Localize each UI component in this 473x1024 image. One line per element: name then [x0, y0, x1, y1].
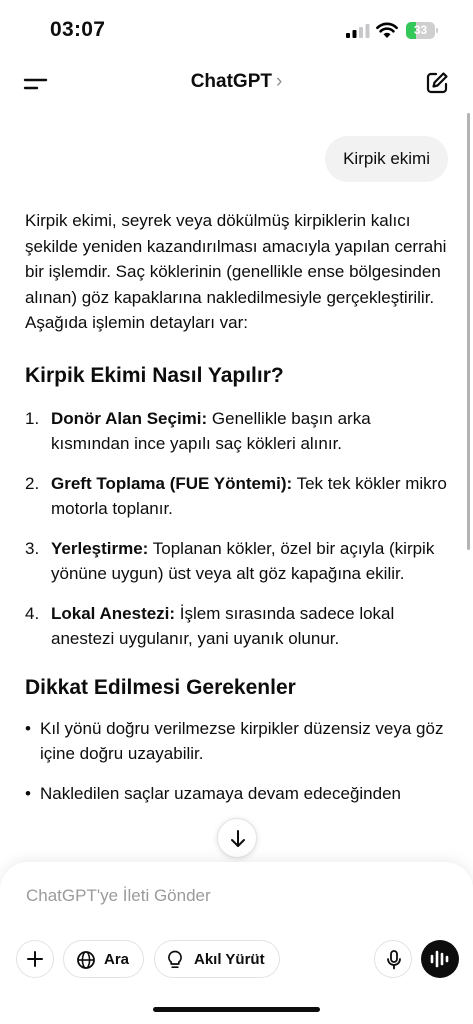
reply-intro: Kirpik ekimi, seyrek veya dökülmüş kirpiklerin kalıcı şekilde yeniden kazandırılması amacıyla yapılan cerrahi bir işlemdir. Saç köklerinin (genellikle ense bölgesinden alınan) göz kapaklarına nakledilmesiyle gerçekleştirilir. Aşağıda işlemin detayları var: [25, 211, 447, 332]
list-item: 4. Lokal Anestezi: İşlem sırasında sadece lokal anestezi uygulanır, yani uyanık olunur. [25, 603, 395, 648]
voice-wave-icon [429, 949, 451, 969]
battery-icon [406, 22, 438, 39]
signal-icon [346, 24, 370, 38]
status-time: 03:07 [50, 18, 106, 41]
list-item: • Kıl yönü doğru verilmezse kirpikler düzensiz veya göz içine doğru uzayabilir. [25, 718, 444, 763]
dictate-button[interactable] [374, 940, 412, 978]
notes-list [25, 716, 450, 807]
list-item: 2. Greft Toplama (FUE Yöntemi): Tek tek kökler mikro motorla toplanır. [25, 473, 447, 518]
assistant-message [25, 208, 450, 820]
app-header [0, 62, 473, 106]
steps-list [25, 406, 450, 652]
scrollbar[interactable] [467, 113, 470, 550]
home-indicator [153, 1007, 320, 1012]
reply-heading: Kirpik Ekimi Nasıl Yapılır? [25, 363, 284, 387]
reply-heading: Dikkat Edilmesi Gerekenler [25, 675, 296, 699]
new-chat-icon[interactable] [424, 70, 450, 96]
mic-icon [385, 949, 403, 971]
search-button[interactable] [63, 940, 144, 978]
chevron-right-icon: › [275, 71, 283, 92]
scroll-to-bottom-button[interactable] [217, 818, 257, 858]
voice-mode-button[interactable] [421, 940, 459, 978]
status-bar [0, 0, 473, 62]
attach-button[interactable] [16, 940, 54, 978]
battery-level: 33 [413, 23, 428, 37]
reason-button[interactable] [154, 940, 280, 978]
wifi-icon [376, 21, 398, 39]
model-selector[interactable] [0, 71, 473, 93]
page-title: ChatGPT [190, 71, 272, 92]
list-item: 1. Donör Alan Seçimi: Genellikle başın arka kısmından ince yapılı saç kökleri alınır. [25, 408, 371, 453]
list-item: 3. Yerleştirme: Toplanan kökler, özel bir açıyla (kirpik yönüne uygun) üst veya alt göz kapağına ekilir. [25, 538, 435, 583]
composer [0, 862, 473, 1024]
arrow-down-icon [229, 829, 247, 849]
message-input[interactable] [26, 886, 446, 906]
globe-icon [76, 950, 96, 970]
list-item: • Nakledilen saçlar uzamaya devam edeceğinden [25, 783, 401, 803]
plus-icon [26, 950, 44, 968]
lightbulb-icon [166, 950, 184, 970]
reason-label: Akıl Yürüt [194, 951, 265, 968]
user-message: Kirpik ekimi [325, 136, 448, 182]
search-label: Ara [104, 951, 130, 968]
